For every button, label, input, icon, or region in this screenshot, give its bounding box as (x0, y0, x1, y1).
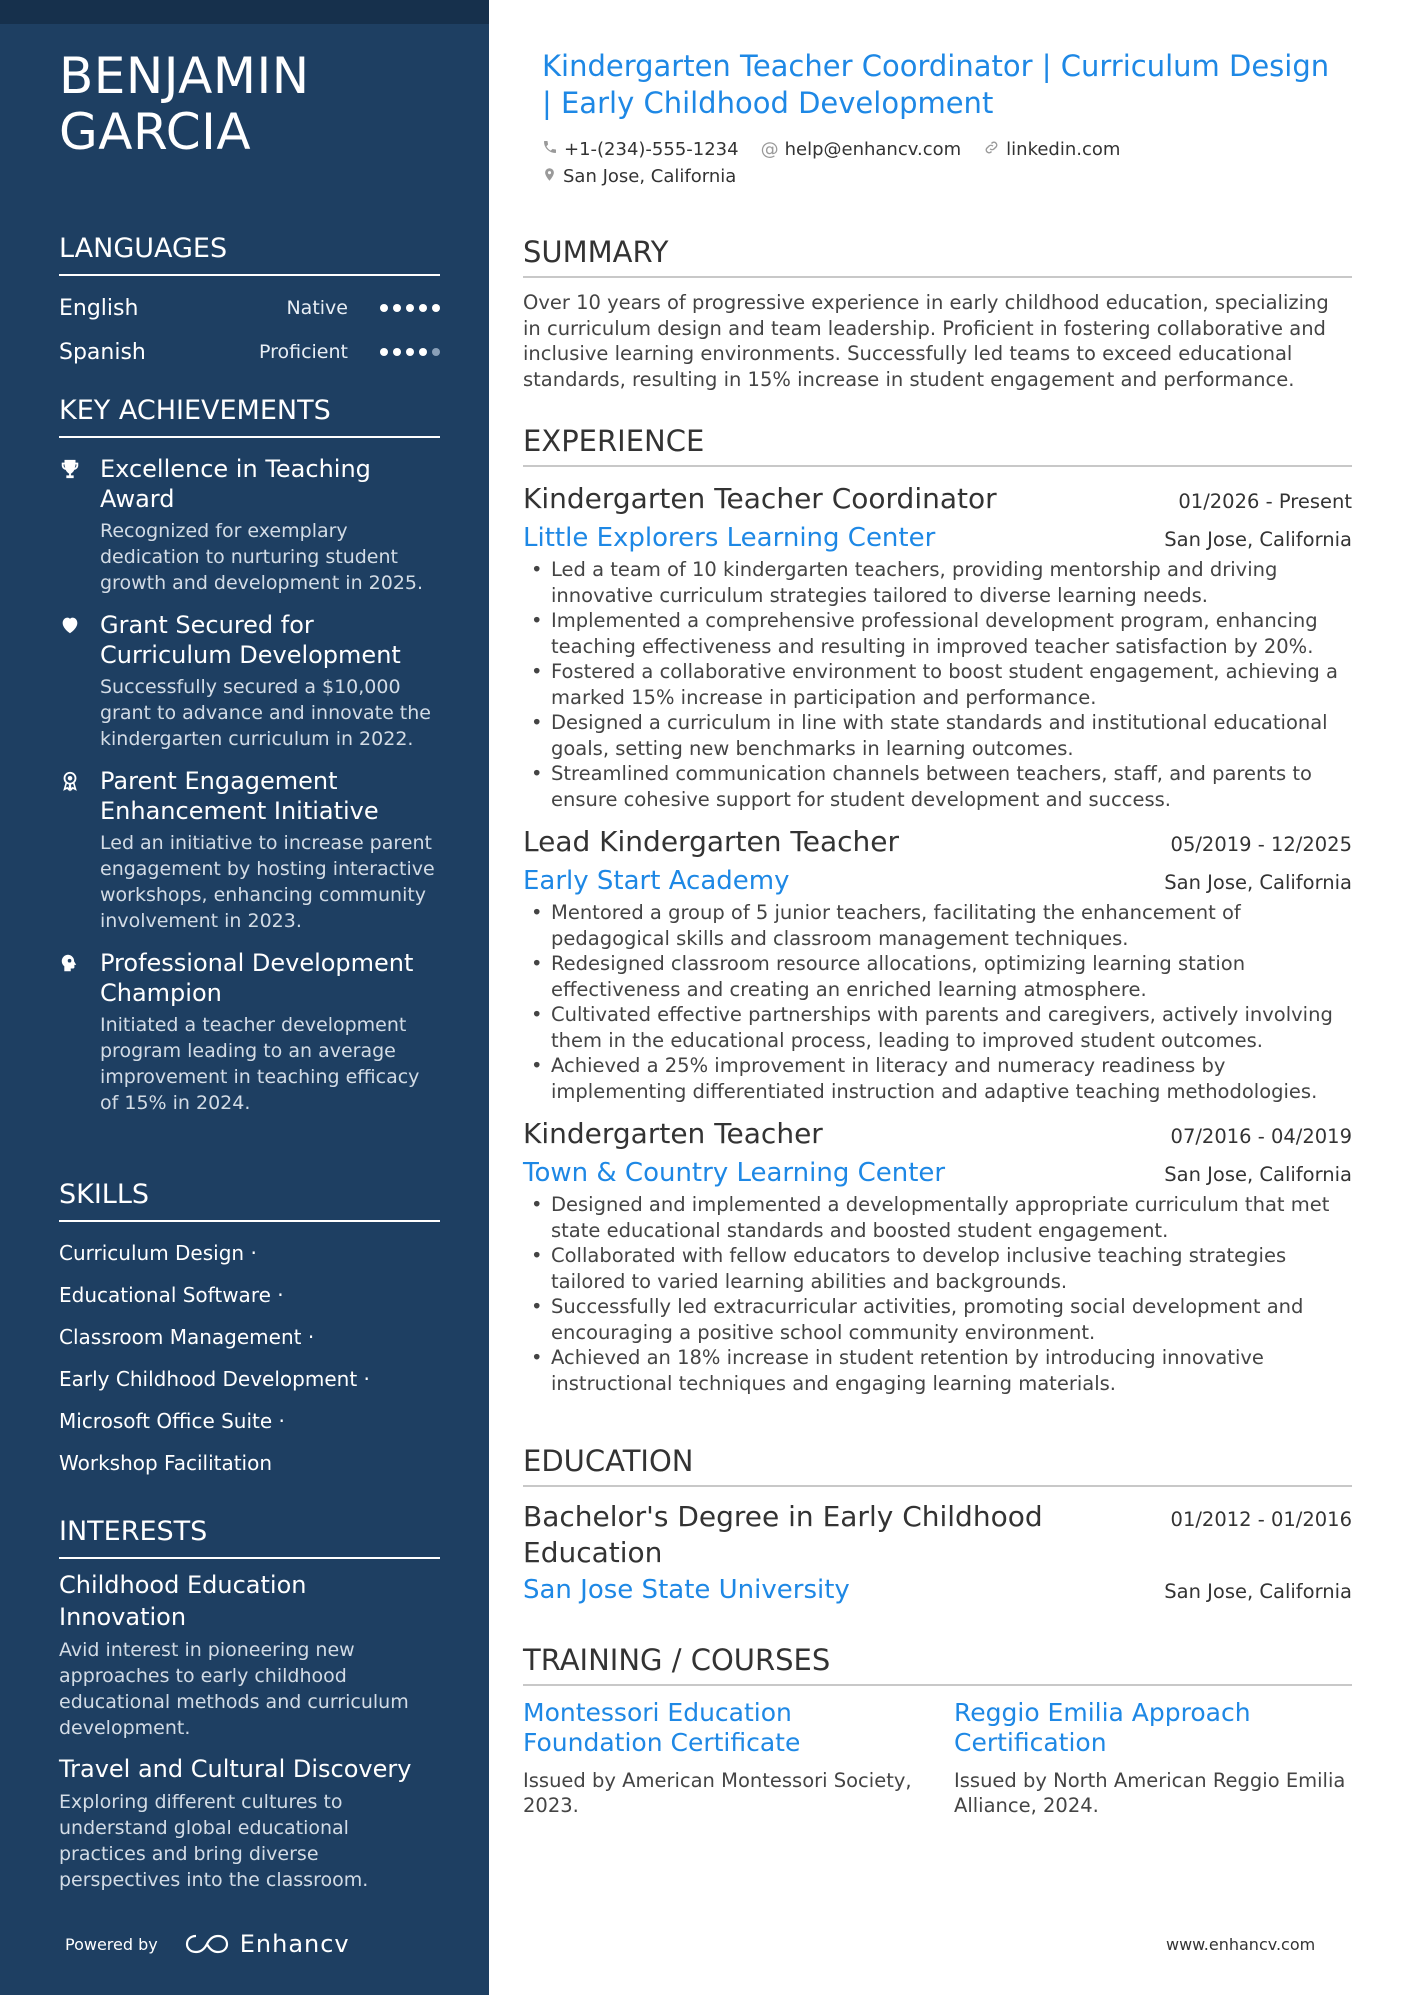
email-text: help@enhancv.com (784, 139, 962, 160)
achievement-item (59, 610, 440, 752)
summary-text: Over 10 years of progressive experience in early childhood education, specializing in curriculum design and team leadership. Proficient in fostering collaborative and inclusive learning environments. Successfully led teams to exceed educational standards, resulting in 15% increase in student engagement and performance. (523, 291, 1329, 391)
job-bullet: • Designed and implemented a developmentally appropriate curriculum that met state educational standards and boosted student engagement. (523, 1192, 1352, 1243)
interest-title: Travel and Cultural Discovery (59, 1755, 412, 1783)
achievements-title: KEY ACHIEVEMENTS (59, 394, 440, 438)
education-dates: 01/2012 - 01/2016 (1170, 1508, 1352, 1531)
language-row (59, 286, 440, 330)
experience-title: EXPERIENCE (523, 423, 1352, 467)
job-entry (523, 479, 1352, 812)
course-title: Montessori Education Foundation Certificate (523, 1698, 801, 1757)
job-bullet: • Redesigned classroom resource allocations, optimizing learning station effectiveness and creating an enriched learning atmosphere. (523, 951, 1352, 1002)
job-bullet: • Achieved a 25% improvement in literacy and numeracy readiness by implementing differentiated instruction and adaptive teaching methodologies. (523, 1053, 1352, 1104)
language-rating (380, 348, 440, 356)
job-bullet: • Successfully led extracurricular activities, promoting social development and encouraging a positive school community environment. (523, 1294, 1352, 1345)
rating-dot (432, 348, 440, 356)
skill-item: Microsoft Office Suite · (59, 1409, 285, 1433)
location-text: San Jose, California (563, 166, 737, 187)
job-role: Kindergarten Teacher (523, 1117, 823, 1150)
job-bullets (523, 1192, 1352, 1396)
link-icon (983, 139, 1000, 161)
job-organization: Early Start Academy (523, 866, 790, 896)
enhancv-logo[interactable] (184, 1930, 350, 1958)
linkedin-contact[interactable] (983, 139, 1120, 161)
enhancv-wordmark: Enhancv (239, 1930, 350, 1958)
powered-by-label: Powered by (65, 1934, 158, 1954)
skills-section (59, 1178, 440, 1484)
rating-dot (419, 348, 427, 356)
course-desc: Issued by American Montessori Society, 2023. (523, 1769, 912, 1817)
rating-dot (406, 304, 414, 312)
job-location: San Jose, California (1164, 528, 1352, 551)
course-item (954, 1698, 1349, 1818)
rating-dot (393, 348, 401, 356)
achievement-desc: Led an initiative to increase parent engagement by hosting interactive workshops, enhancing community involvement in 2023. (100, 832, 435, 932)
rating-dot (393, 304, 401, 312)
achievement-item (59, 454, 440, 596)
rating-dot (380, 304, 388, 312)
degree: Bachelor's Degree in Early Childhood Education (523, 1500, 1043, 1569)
job-dates: 07/2016 - 04/2019 (1170, 1125, 1352, 1148)
interest-title: Childhood Education Innovation (59, 1571, 307, 1631)
job-organization: Town & Country Learning Center (523, 1158, 946, 1188)
job-bullet: • Cultivated effective partnerships with parents and caregivers, actively involving them in the educational process, leading to improved student outcomes. (523, 1002, 1352, 1053)
language-rating (380, 304, 440, 312)
course-desc: Issued by North American Reggio Emilia Alliance, 2024. (954, 1769, 1346, 1817)
job-entry (523, 1114, 1352, 1396)
achievement-title: Parent Engagement Enhancement Initiative (100, 767, 379, 825)
phone-text: +1-(234)-555-1234 (564, 139, 739, 160)
phone-icon (542, 139, 558, 160)
skill-item: Workshop Facilitation (59, 1451, 273, 1475)
job-role: Kindergarten Teacher Coordinator (523, 482, 997, 515)
brain-icon (59, 948, 100, 1116)
job-entry (523, 822, 1352, 1104)
interest-desc: Avid interest in pioneering new approaches to early childhood educational methods and curriculum development. (59, 1639, 409, 1739)
experience-section (523, 423, 1352, 1406)
heart-icon (59, 610, 100, 752)
course-item (523, 1698, 918, 1818)
skill-item: Educational Software · (59, 1283, 284, 1307)
skill-item: Early Childhood Development · (59, 1367, 370, 1391)
achievement-title: Professional Development Champion (100, 949, 414, 1007)
language-row (59, 330, 440, 374)
rating-dot (380, 348, 388, 356)
summary-title: SUMMARY (523, 234, 1352, 278)
powered-by (65, 1930, 350, 1958)
job-dates: 01/2026 - Present (1178, 490, 1352, 513)
skill-item: Classroom Management · (59, 1325, 315, 1349)
job-dates: 05/2019 - 12/2025 (1170, 833, 1352, 856)
job-role: Lead Kindergarten Teacher (523, 825, 899, 858)
summary-section (523, 234, 1352, 392)
achievement-desc: Initiated a teacher development program leading to an average improvement in teaching efficacy of 15% in 2024. (100, 1014, 420, 1114)
sidebar-top-bar (0, 0, 489, 24)
education-location: San Jose, California (1164, 1580, 1352, 1603)
headline: Kindergarten Teacher Coordinator | Curriculum Design | Early Childhood Development (542, 49, 1330, 120)
candidate-name: BENJAMIN GARCIA (59, 47, 310, 161)
job-bullet: • Streamlined communication channels between teachers, staff, and parents to ensure cohesive support for student development and success. (523, 761, 1352, 812)
sidebar (0, 0, 489, 1995)
location-contact (542, 166, 736, 188)
language-name: Spanish (59, 339, 146, 365)
job-bullet: • Collaborated with fellow educators to develop inclusive teaching strategies tailored to varied learning abilities and backgrounds. (523, 1243, 1352, 1294)
interests-section (59, 1515, 440, 1905)
award-ribbon-icon (59, 766, 100, 934)
at-icon: @ (760, 139, 779, 160)
footer-url[interactable]: www.enhancv.com (1166, 1935, 1316, 1954)
languages-title: LANGUAGES (59, 232, 440, 276)
education-section (523, 1443, 1352, 1609)
training-title: TRAINING / COURSES (523, 1642, 1352, 1686)
job-bullet: • Fostered a collaborative environment to boost student engagement, achieving a marked 15% increase in participation and performance. (523, 659, 1352, 710)
email-contact[interactable] (761, 139, 962, 160)
achievement-title: Excellence in Teaching Award (100, 455, 371, 513)
skill-item: Curriculum Design · (59, 1241, 257, 1265)
achievement-desc: Successfully secured a $10,000 grant to advance and innovate the kindergarten curriculum in 2022. (100, 676, 431, 750)
language-level: Proficient (258, 341, 348, 363)
location-pin-icon (542, 166, 557, 188)
enhancv-logo-icon (184, 1933, 230, 1955)
achievements-section (59, 394, 440, 1130)
rating-dot (406, 348, 414, 356)
interest-desc: Exploring different cultures to understand global educational practices and bring diverse perspectives into the classroom. (59, 1791, 369, 1891)
education-title: EDUCATION (523, 1443, 1352, 1487)
languages-section (59, 232, 440, 374)
job-organization: Little Explorers Learning Center (523, 523, 936, 553)
linkedin-text: linkedin.com (1006, 139, 1121, 160)
phone-contact[interactable] (542, 139, 739, 160)
job-bullets (523, 557, 1352, 812)
school-name: San Jose State University (523, 1575, 850, 1605)
rating-dot (419, 304, 427, 312)
achievement-title: Grant Secured for Curriculum Development (100, 611, 401, 669)
language-level: Native (286, 297, 348, 319)
job-bullet: • Led a team of 10 kindergarten teachers, providing mentorship and driving innovative curriculum strategies tailored to diverse learning needs. (523, 557, 1352, 608)
job-bullet: • Mentored a group of 5 junior teachers, facilitating the enhancement of pedagogical skills and classroom management techniques. (523, 900, 1352, 951)
job-location: San Jose, California (1164, 1163, 1352, 1186)
trophy-icon (59, 454, 100, 596)
achievement-item (59, 766, 440, 934)
training-section (523, 1642, 1352, 1818)
job-bullet: • Designed a curriculum in line with state standards and institutional educational goals, setting new benchmarks in learning outcomes. (523, 710, 1352, 761)
rating-dot (432, 304, 440, 312)
job-location: San Jose, California (1164, 871, 1352, 894)
job-bullet: • Implemented a comprehensive professional development program, enhancing teaching effectiveness and resulting in improved teacher satisfaction by 20%. (523, 608, 1352, 659)
achievement-desc: Recognized for exemplary dedication to nurturing student growth and development in 2025. (100, 520, 424, 594)
skills-title: SKILLS (59, 1178, 440, 1222)
job-bullet: • Achieved an 18% increase in student retention by introducing innovative instructional techniques and engaging learning materials. (523, 1345, 1352, 1396)
contact-info (542, 136, 1362, 190)
interests-title: INTERESTS (59, 1515, 440, 1559)
language-name: English (59, 295, 139, 321)
job-bullets (523, 900, 1352, 1104)
course-title: Reggio Emilia Approach Certification (954, 1698, 1251, 1757)
achievement-item (59, 948, 440, 1116)
